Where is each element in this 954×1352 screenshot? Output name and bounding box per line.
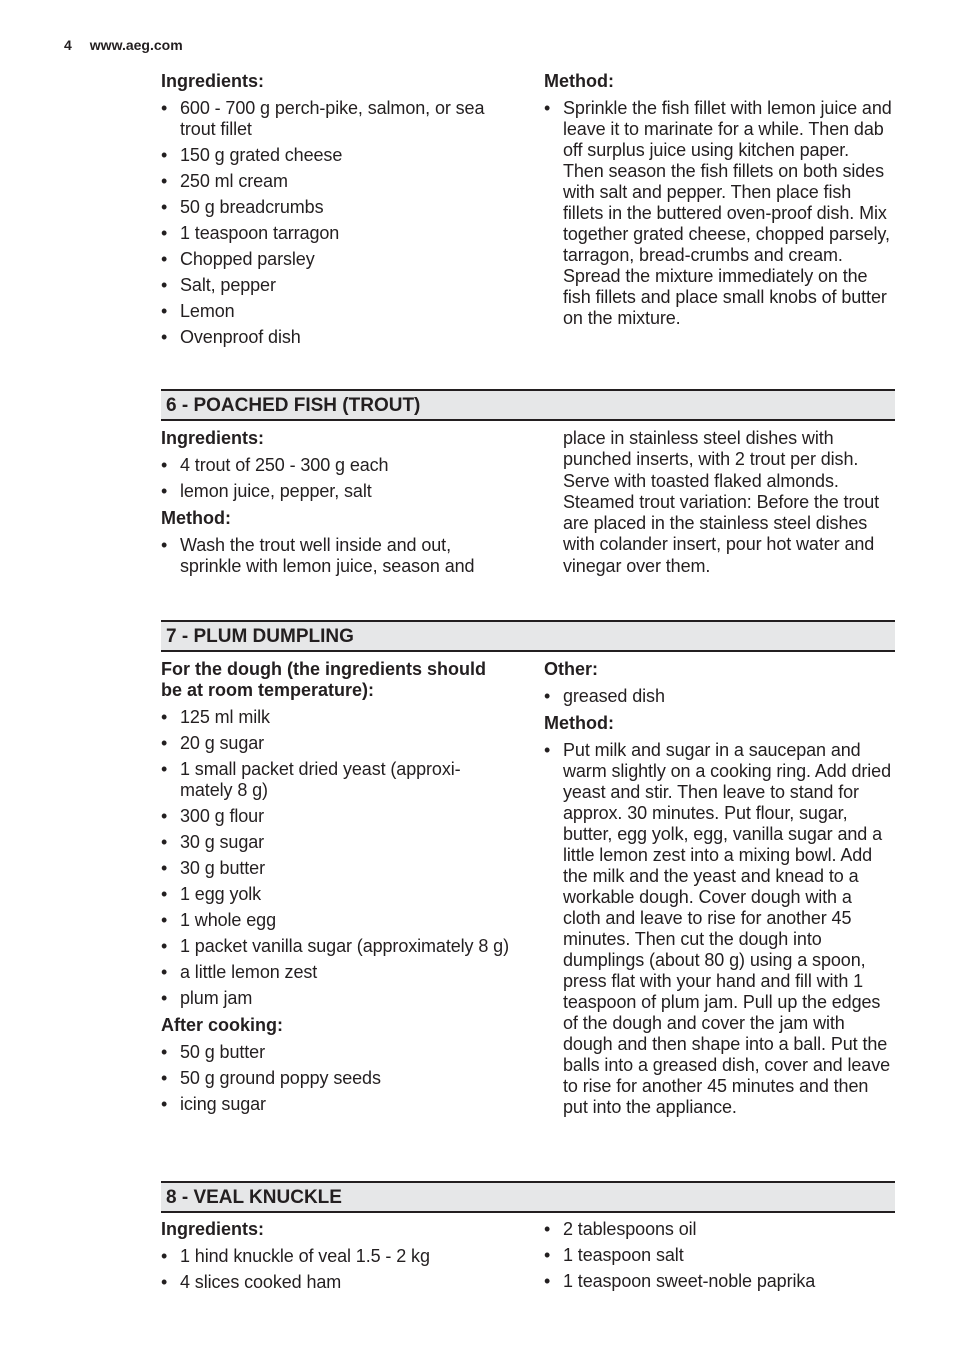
recipe6-right-column bbox=[544, 428, 894, 577]
list-item: • 30 g sugar bbox=[161, 832, 511, 853]
ingredients-list-continued bbox=[544, 1219, 894, 1292]
list-item: • Lemon bbox=[161, 301, 511, 322]
dough-label: For the dough (the ingredients should be at room temperature): bbox=[161, 659, 486, 700]
list-item: • Wash the trout well inside and out, sprinkle with lemon juice, season and bbox=[161, 535, 511, 577]
method-list bbox=[544, 98, 894, 329]
site-url[interactable]: www.aeg.com bbox=[89, 37, 183, 53]
list-item: • 1 teaspoon sweet-noble paprika bbox=[544, 1271, 894, 1292]
ingredients-label: Ingredients: bbox=[161, 1219, 265, 1239]
list-item: • plum jam bbox=[161, 988, 511, 1009]
recipe6-left-column bbox=[161, 428, 511, 583]
method-label: Method: bbox=[161, 508, 231, 528]
list-item: • 1 teaspoon tarragon bbox=[161, 223, 511, 244]
list-item: • 250 ml cream bbox=[161, 171, 511, 192]
other-list bbox=[544, 686, 894, 707]
list-item: • 1 egg yolk bbox=[161, 884, 511, 905]
list-item: • 50 g ground poppy seeds bbox=[161, 1068, 511, 1089]
method-list bbox=[544, 740, 894, 1118]
page-number: 4 bbox=[64, 37, 72, 53]
section-header-poached-fish bbox=[161, 389, 895, 421]
list-item: • Salt, pepper bbox=[161, 275, 511, 296]
list-item: • icing sugar bbox=[161, 1094, 511, 1115]
ingredients-label: Ingredients: bbox=[161, 428, 265, 448]
list-item: • 4 trout of 250 - 300 g each bbox=[161, 455, 511, 476]
dough-list bbox=[161, 707, 511, 1009]
recipe5-right-column bbox=[544, 71, 894, 335]
list-item: • a little lemon zest bbox=[161, 962, 511, 983]
page-header bbox=[64, 37, 183, 53]
list-item: • Ovenproof dish bbox=[161, 327, 511, 348]
other-label: Other: bbox=[544, 659, 598, 679]
ingredients-label: Ingredients: bbox=[161, 71, 265, 91]
recipe5-left-column bbox=[161, 71, 511, 354]
list-item: • 2 tablespoons oil bbox=[544, 1219, 894, 1240]
section-title: 7 - PLUM DUMPLING bbox=[166, 626, 354, 647]
list-item: • lemon juice, pepper, salt bbox=[161, 481, 511, 502]
list-item: • 600 - 700 g perch-pike, salmon, or sea trout fillet bbox=[161, 98, 511, 140]
section-header-plum-dumpling bbox=[161, 620, 895, 652]
list-item: • 150 g grated cheese bbox=[161, 145, 511, 166]
list-item: • 1 whole egg bbox=[161, 910, 511, 931]
list-item: • greased dish bbox=[544, 686, 894, 707]
list-item: • 4 slices cooked ham bbox=[161, 1272, 511, 1293]
list-item: • 20 g sugar bbox=[161, 733, 511, 754]
section-header-veal-knuckle bbox=[161, 1181, 895, 1213]
list-item: • 1 small packet dried yeast (approxi-mately 8 g) bbox=[161, 759, 511, 801]
method-list bbox=[161, 535, 511, 577]
recipe8-left-column bbox=[161, 1219, 511, 1299]
list-item: • 1 hind knuckle of veal 1.5 - 2 kg bbox=[161, 1246, 511, 1267]
list-item: • 1 packet vanilla sugar (approximately 8 g) bbox=[161, 936, 511, 957]
section-title: 6 - POACHED FISH (TROUT) bbox=[166, 395, 421, 416]
ingredients-list bbox=[161, 98, 511, 348]
recipe7-right-column bbox=[544, 659, 894, 1124]
ingredients-list bbox=[161, 455, 511, 502]
method-continued: place in stainless steel dishes with punched inserts, with 2 trout per dish. Serve with toasted flaked almonds. Steamed trout variation: Before the trout are placed in the stainless steel dishes with colander insert, pour hot water and vinegar over them. bbox=[563, 428, 880, 576]
recipe7-left-column bbox=[161, 659, 511, 1121]
after-cooking-label: After cooking: bbox=[161, 1015, 284, 1035]
ingredients-list bbox=[161, 1246, 511, 1293]
list-item: • Put milk and sugar in a saucepan and warm slightly on a cooking ring. Add dried yeast and stir. Then leave to stand for approx. 30 minutes. Put flour, sugar, butter, egg yolk, egg, vanilla sugar and a little lemon zest into a mixing bowl. Add the milk and the yeast and knead to a workable dough. Cover dough with a cloth and leave to rise for another 45 minutes. Then cut the dough into dumplings (about 80 g) using a spoon, press flat with your hand and fill with 1 teaspoon of plum jam. Pull up the edges of the dough and cover the jam with dough and then shape into a ball. Put the balls into a greased dish, cover and leave to rise for another 45 minutes and then put into the appliance. bbox=[544, 740, 894, 1118]
list-item: • 30 g butter bbox=[161, 858, 511, 879]
recipe8-right-column bbox=[544, 1219, 894, 1298]
method-label: Method: bbox=[544, 713, 614, 733]
list-item: • Sprinkle the fish fillet with lemon juice and leave it to marinate for a while. Then dab off surplus juice using kitchen paper. Then season the fish fillets on both sides with salt and pepper. Then place fish fillets in the buttered oven-proof dish. Mix together grated cheese, chopped parsely, tarragon, bread-crumbs and cream. Spread the mixture immediately on the fish fillets and place small knobs of butter on the mixture. bbox=[544, 98, 894, 329]
list-item: • 1 teaspoon salt bbox=[544, 1245, 894, 1266]
list-item: • 125 ml milk bbox=[161, 707, 511, 728]
list-item: • 50 g breadcrumbs bbox=[161, 197, 511, 218]
list-item: • Chopped parsley bbox=[161, 249, 511, 270]
section-title: 8 - VEAL KNUCKLE bbox=[166, 1187, 342, 1208]
method-label: Method: bbox=[544, 71, 614, 91]
after-cooking-list bbox=[161, 1042, 511, 1115]
list-item: • 50 g butter bbox=[161, 1042, 511, 1063]
list-item: • 300 g flour bbox=[161, 806, 511, 827]
